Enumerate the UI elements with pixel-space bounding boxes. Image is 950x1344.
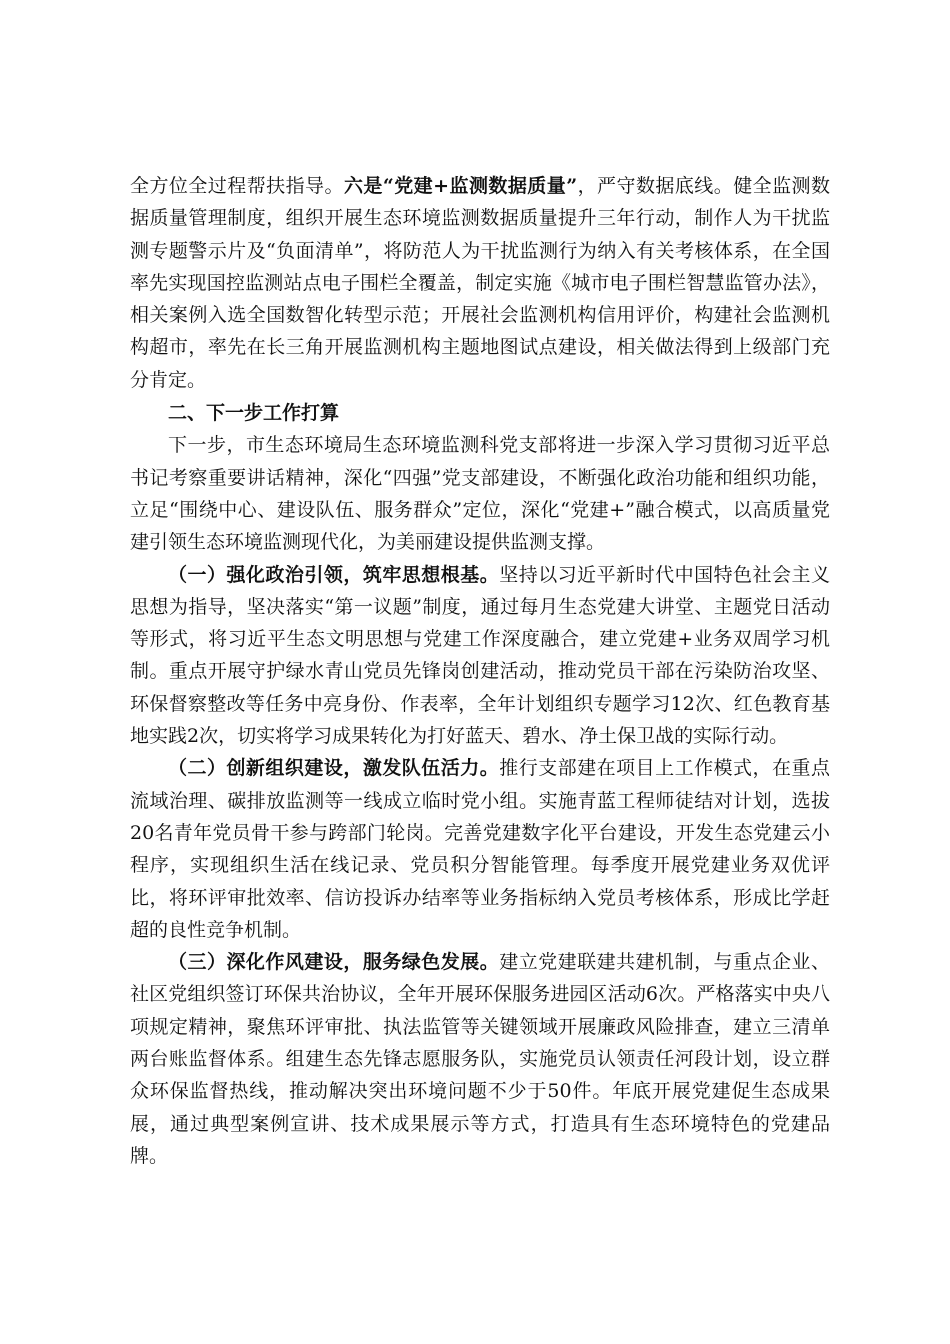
item-title: （二）创新组织建设，激发队伍活力。 — [168, 757, 500, 780]
document-page — [130, 170, 830, 1172]
item-text: 建立党建联建共建机制，与重点企业、社区党组织签订环保共治协议，全年开展环保服务进园区活动6次。严格落实中央八项规定精神，聚焦环评审批、执法监管等关键领域开展廉政风险排查，建立三清单两台账监督体系。组建生态先锋志愿服务队，实施党员认领责任河段计划，设立群众环保监督热线，推动解决突出环境问题不少于50件。年底开展党建促生态成果展，通过典型案例宣讲、技术成果展示等方式，打造具有生态环境特色的党建品牌。 — [130, 951, 830, 1167]
item-title: （一）强化政治引领，筑牢思想根基。 — [168, 563, 500, 586]
intro-paragraph — [130, 170, 830, 396]
item-paragraph-1 — [130, 559, 830, 753]
item-paragraph-3 — [130, 946, 830, 1172]
intro-bold-phrase: 六是“党建+监测数据质量” — [343, 175, 578, 197]
item-paragraph-2 — [130, 752, 830, 946]
section-paragraph: 下一步，市生态环境局生态环境监测科党支部将进一步深入学习贯彻习近平总书记考察重要讲话精神，深化“四强”党支部建设，不断强化政治功能和组织功能，立足“围绕中心、建设队伍、服务群众”定位，深化“党建+”融合模式，以高质量党建引领生态环境监测现代化，为美丽建设提供监测支撑。 — [130, 434, 830, 554]
intro-rest: ，严守数据底线。健全监测数据质量管理制度，组织开展生态环境监测数据质量提升三年行动，制作人为干扰监测专题警示片及“负面清单”，将防范人为干扰监测行为纳入有关考核体系，在全国率先实现国控监测站点电子围栏全覆盖，制定实施《城市电子围栏智慧监管办法》，相关案例入选全国数智化转型示范；开展社会监测机构信用评价，构建社会监测机构超市，率先在长三角开展监测机构主题地图试点建设，相关做法得到上级部门充分肯定。 — [130, 175, 830, 391]
section-heading: 二、下一步工作打算 — [168, 402, 340, 425]
item-text: 推行支部建在项目上工作模式，在重点流域治理、碳排放监测等一线成立临时党小组。实施青蓝工程师徒结对计划，选拔20名青年党员骨干参与跨部门轮岗。完善党建数字化平台建设，开发生态党建云小程序，实现组织生活在线记录、党员积分智能管理。每季度开展党建业务双优评比，将环评审批效率、信访投诉办结率等业务指标纳入党员考核体系，形成比学赶超的良性竞争机制。 — [130, 757, 830, 941]
item-title: （三）深化作风建设，服务绿色发展。 — [168, 951, 500, 974]
intro-lead: 全方位全过程帮扶指导。 — [130, 175, 344, 197]
item-text: 坚持以习近平新时代中国特色社会主义思想为指导，坚决落实“第一议题”制度，通过每月生态党建大讲堂、主题党日活动等形式，将习近平生态文明思想与党建工作深度融合，建立党建+业务双周学习机制。重点开展守护绿水青山党员先锋岗创建活动，推动党员干部在污染防治攻坚、环保督察整改等任务中亮身份、作表率，全年计划组织专题学习12次、红色教育基地实践2次，切实将学习成果转化为打好蓝天、碧水、净土保卫战的实际行动。 — [130, 563, 830, 748]
